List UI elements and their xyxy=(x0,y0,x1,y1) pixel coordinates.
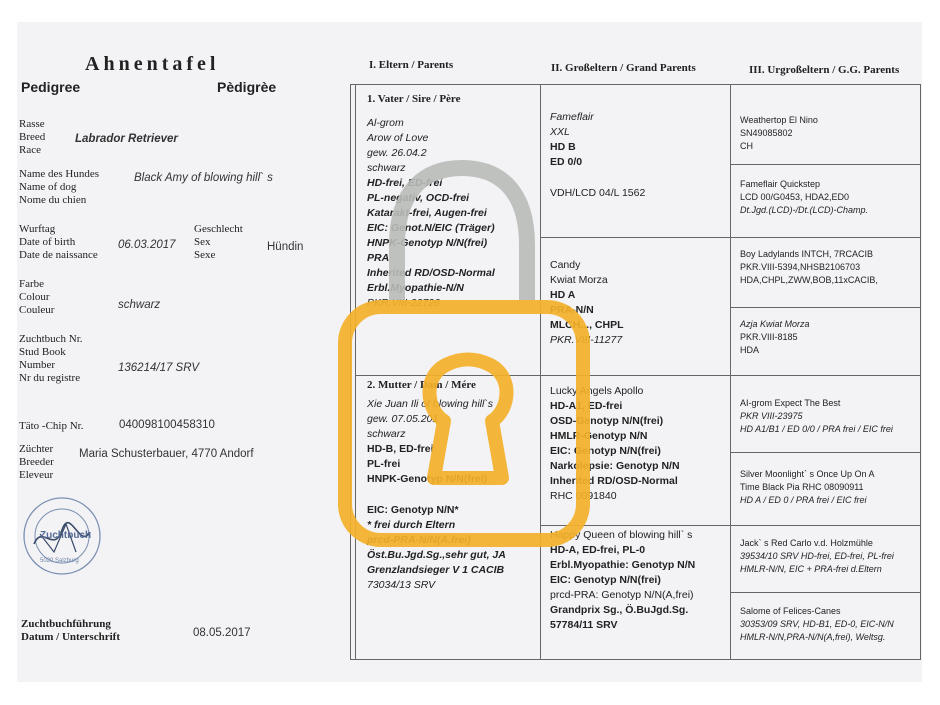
great-grandparent-cell: Weathertop El Nino SN49085802 CH xyxy=(740,115,818,151)
colour-label: Farbe Colour Couleur xyxy=(19,278,55,316)
stamp-text: Zuchtbuch xyxy=(40,530,92,541)
sire-cell: 1. Vater / Sire / Père Al-grom Arow of Love gew. 26.04.2 schwarz HD-frei, ED-frei PL-negativ, OCD-frei Katarakt-frei, Augen-frei EIC: Genot.N/EIC (Träger) HNPK-Genotyp N/N(frei) PRA Inherited RD/OSD-Normal Erbl.Myopathie-N/N PKR.VIII-22726 xyxy=(367,93,495,309)
colour-value: schwarz xyxy=(118,299,161,311)
great-grandparent-cell: Fameflair Quickstep LCD 00/G0453, HDA2,ED0 Dt.Jgd.(LCD)-/Dt.(LCD)-Champ. xyxy=(740,179,869,215)
breeder-label: Züchter Breeder Eleveur xyxy=(19,443,54,481)
birth-label: Wurftag Date of birth Date de naissance xyxy=(19,223,98,261)
grandparent-cell: Candy Kwiat Morza HD A PRA-N/N MLCH..., CHPL PKR.VIII-11277 xyxy=(550,259,624,346)
great-grandparent-cell: Jack` s Red Carlo v.d. Holzmühle 39534/10 SRV HD-frei, ED-frei, PL-frei HMLR-N/N, EIC + PRA-frei d.Eltern xyxy=(740,538,894,574)
dam-cell: 2. Mutter / Dam / Mére Xie Juan Ili of blowing hill`s gew. 07.05.201 schwarz HD-B, ED-frei PL-frei HNPK-Genotyp N/N(frei) EIC: Genotyp N/N* * frei durch Eltern prcd-PRA-N/N(A,frei) Öst.Bu.Jgd.Sg.,sehr gut, JA Grenzlandsieger V 1 CACIB 73034/13 SRV xyxy=(367,379,506,591)
birth-value: 06.03.2017 xyxy=(118,239,176,251)
grandparent-cell: Fameflair XXL HD B ED 0/0 VDH/LCD 04/L 1562 xyxy=(550,111,646,199)
great-grandparent-cell: AI-grom Expect The Best PKR VIII-23975 HD A1/B1 / ED 0/0 / PRA frei / EIC frei xyxy=(740,398,893,434)
studbook-value: 136214/17 SRV xyxy=(118,362,199,374)
chip-value: 040098100458310 xyxy=(119,419,215,431)
studbook-label: Zuchtbuch Nr. Stud Book Number Nr du registre xyxy=(19,333,83,384)
pedigree-en: Pedigree xyxy=(21,79,81,95)
great-grandparent-cell: Salome of Felices-Canes 30353/09 SRV, HD-B1, ED-0, EIC-N/N HMLR-N/N,PRA-N/N(A,frei), Weltsg. xyxy=(740,606,894,642)
breed-label: Rasse Breed Race xyxy=(19,118,46,156)
document-title: Ahnentafel xyxy=(85,53,220,75)
name-label: Name des Hundes Name of dog Nome du chien xyxy=(19,168,100,206)
great-grandparent-cell: Silver Moonlight` s Once Up On A Time Black Pia RHC 08090911 HD A / ED 0 / PRA frei / EIC frei xyxy=(740,469,875,505)
great-grandparent-cell: Azja Kwiat Morza PKR.VIII-8185 HDA xyxy=(740,319,810,355)
great-grandparent-cell: Boy Ladylands INTCH, 7RCACIB PKR.VIII-5394,NHSB2106703 HDA,CHPL,ZWW,BOB,11xCACIB, xyxy=(740,249,878,285)
header-grandparents: II. Großeltern / Grand Parents xyxy=(551,62,696,74)
sign-date: 08.05.2017 xyxy=(193,627,251,639)
pedigree-fr: Pèdigrèe xyxy=(217,79,277,95)
grandparent-cell: Happy Queen of blowing hill` s HD-A, ED-frei, PL-0 Erbl.Myopathie: Genotyp N/N EIC: Genotyp N/N(frei) prcd-PRA: Genotyp N/N(A,frei) Grandprix Sg., Ö.BuJgd.Sg. 57784/11 SRV xyxy=(550,529,696,631)
chip-label: Täto -Chip Nr. xyxy=(19,420,84,432)
sex-value: Hündin xyxy=(267,241,304,253)
name-value: Black Amy of blowing hill` s xyxy=(134,172,273,184)
header-parents: I. Eltern / Parents xyxy=(369,59,454,71)
header-ggparents: III. Urgroßeltern / G.G. Parents xyxy=(749,64,900,76)
sex-label: Geschlecht Sex Sexe xyxy=(194,223,243,261)
breed-value: Labrador Retriever xyxy=(75,133,178,145)
breeder-value: Maria Schusterbauer, 4770 Andorf xyxy=(79,448,254,460)
grandparent-cell: Lucky Angels Apollo HD-A1, ED-frei OSD-Genotyp N/N(frei) HMLR-Genotyp N/N EIC: Genotyp N/N(frei) Narkolepsie: Genotyp N/N Inherited RD/OSD-Normal RHC 0091840 xyxy=(550,385,680,502)
sign-label: Zuchtbuchführung Datum / Unterschrift xyxy=(21,618,120,643)
stamp-ring-text: 5020 Salzburg xyxy=(40,558,79,564)
